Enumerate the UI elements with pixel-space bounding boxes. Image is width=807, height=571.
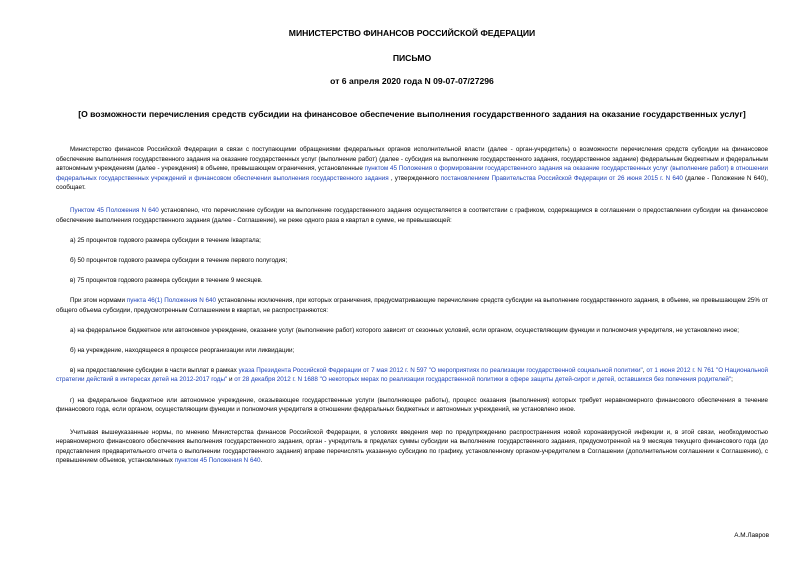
link-p46-1[interactable]: пункта 46(1) Положения N 640 [126,296,217,304]
text: Учитывая вышеуказанные нормы, по мнению Министерства финансов Российской Федерации, в условиях введения мер по предупреждению распространения новой коронавирусной инфекции и, в этой связи, необходимостью неравномерного финансового обеспечения выполнения государственного задания, орган - учредитель в пределах суммы субсидии на выполнение государственного задания, предусмотренной на 9 месяцев текущего финансового года (до представления предварительного отчета о выполнении государственного задания) вправе перечислять указанную субсидию по графику, установленному органом-учредителем в Соглашении (дополнительном соглашении к Соглашению), с превышением объемов, установленных [56,428,768,465]
paragraph-intro [56,145,768,193]
list-item-c: в) 75 процентов годового размера субсидии в течение 9 месяцев. [70,276,263,284]
text: установлено, что перечисление субсидии на выполнение государственного задания осуществляется в соответствии с графиком, содержащимся в соглашении о предоставлении субсидии на финансовое обеспечение выполнения государственного задания (далее - Соглашение), не реже одного раза в квартал в сумме, не превышающей: [56,206,768,224]
exception-d: г) на федеральное бюджетное или автономное учреждение, оказывающее государственные услуги (выполняющее работы), процесс оказания (выполнения) которых требует неравномерного финансового обеспечения в течение финансового года, если органом, осуществляющим функции и полномочия учредителя в отношении федеральных бюджетных и автономных учреждений, не установлено иное. [56,396,768,414]
link-p45[interactable]: Пунктом 45 Положения N 640 [70,206,159,214]
ministry-title: МИНИСТЕРСТВО ФИНАНСОВ РОССИЙСКОЙ ФЕДЕРАЦИИ [288,28,536,38]
paragraph-exceptions [56,296,768,315]
text: . [260,457,263,465]
text: При этом нормами [70,296,127,304]
link-government-decree-640[interactable]: постановлением Правительства Российской Федерации от 26 июня 2015 г. N 640 [440,174,683,182]
exception-b: б) на учреждение, находящееся в процессе реорганизации или ликвидации; [70,346,295,354]
letter-document [56,28,768,466]
exception-c [56,366,768,385]
paragraph-conclusion [56,428,768,466]
paragraph-p45 [56,206,768,225]
link-decree-1688[interactable]: от 28 декабря 2012 г. N 1688 "О некоторых мерах по реализации государственной политики в сфере защиты детей-сирот и детей, оставшихся без попечения родителей" [234,376,732,384]
link-decree-761[interactable]: от 1 июня 2012 г. N 761 "О Национальной стратегии действий в интересах детей на 2012-2017 годы" [56,366,769,384]
document-subject: [О возможности перечисления средств субсидии на финансовое обеспечение выполнения государственного задания на оказание государственных услуг] [78,109,746,119]
text: и [227,376,235,384]
document-type: ПИСЬМО [392,53,432,63]
text: , утвержденного [388,174,441,182]
text: , [642,366,647,374]
text: в) на предоставление субсидии в части выплат в рамках [70,366,239,374]
text: установлены исключения, при которых ограничения, предусматривающие перечисление средств субсидии на выполнение государственного задания, в объеме, не превышающем 25% от общего объема субсидии, предусмотренным Соглашением в квартал, не распространяются: [56,296,768,314]
text: (далее - Положение N 640), сообщает. [56,174,768,192]
signature: А.М.Лавров [734,532,769,539]
list-item-a: а) 25 процентов годового размера субсидии в течение Iквартала; [70,236,261,244]
link-regulation-p45[interactable]: пунктом 45 Положения о формировании государственного задания на оказание государственных услуг (выполнение работ) в отношении федеральных государственных учреждений и финансовом обеспечении выполнения государственного задания [56,165,768,182]
document-date-number: от 6 апреля 2020 года N 09-07-07/27296 [330,76,494,86]
letter-body [56,145,768,466]
exception-a: а) на федеральное бюджетное или автономное учреждение, оказание услуг (выполнение работ) которого зависит от сезонных условий, если органом, осуществляющим функции и полномочия учредителя, не установлено иное; [70,326,739,334]
list-item-b: б) 50 процентов годового размера субсидии в течение первого полугодия; [70,256,288,264]
link-decree-597[interactable]: указа Президента Российской Федерации от 7 мая 2012 г. N 597 "О мероприятиях по реализации государственной социальной политики" [238,366,643,374]
link-p45-final[interactable]: пунктом 45 Положения N 640 [174,457,261,465]
text: ; [731,376,733,384]
text: Министерство финансов Российской Федерации в связи с поступающими обращениями федеральных органов исполнительной власти (далее - орган-учредитель) о возможности перечисления средств субсидии на финансовое обеспечение выполнения государственного задания на оказание государственных услуг (выполнение работ) (далее - субсидия на выполнение государственного задания, государственное задание) федеральным бюджетным и федеральным автономным учреждениям (далее - учреждения) в объеме, превышающем ограничения, установленные [56,146,768,173]
